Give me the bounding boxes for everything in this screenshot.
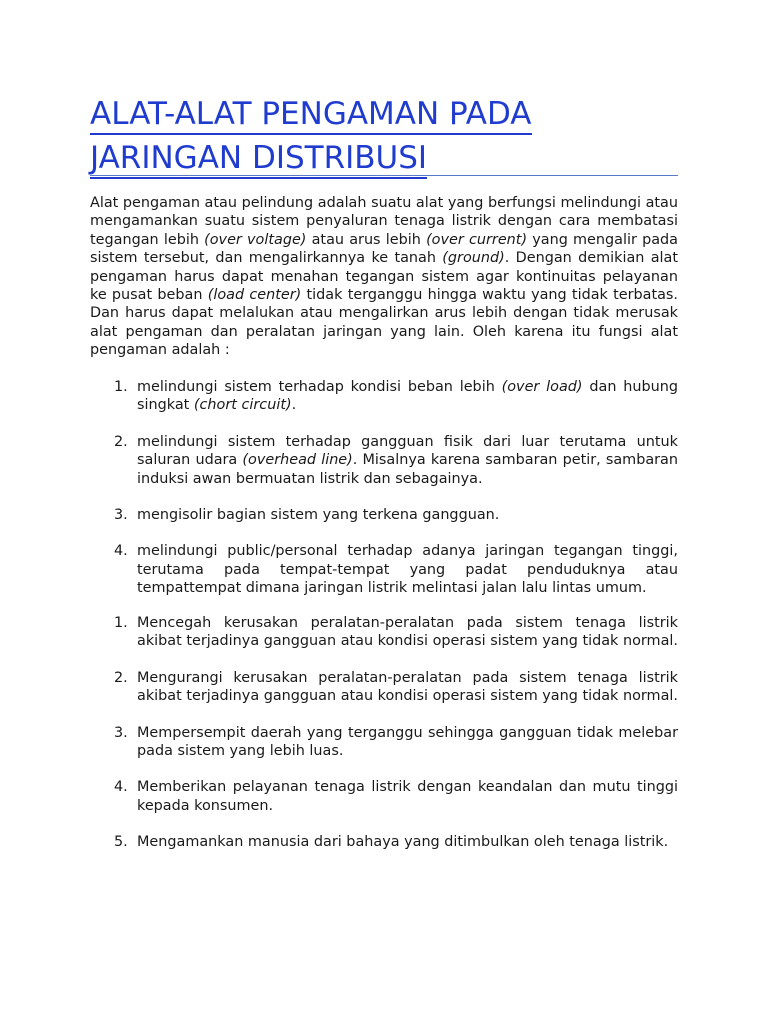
function-list [90, 378, 678, 598]
intro-text: tidak terganggu hingga waktu yang tidak terbatas. Dan harus dapat melalukan atau mengalirkan arus lebih dengan tidak merusak alat pengaman dan peralatan jaringan yang lain. Oleh karena itu fungsi alat pengaman adalah : [90, 287, 679, 359]
list-number: 5. [114, 834, 128, 851]
title-line-1: ALAT-ALAT PENGAMAN PADA [90, 95, 532, 135]
list-item [90, 669, 678, 706]
list-term: (overhead line) [242, 452, 353, 469]
intro-term: (over current) [426, 231, 528, 248]
intro-term: (ground) [442, 250, 505, 267]
list-item [90, 542, 678, 597]
list-text: Mengamankan manusia dari bahaya yang ditimbulkan oleh tenaga listrik. [137, 834, 669, 851]
list-text: Mempersempit daerah yang terganggu sehingga gangguan tidak melebar pada sistem yang lebih luas. [137, 724, 678, 760]
list-text: melindungi sistem terhadap kondisi beban lebih [137, 379, 502, 395]
list-item [90, 378, 678, 415]
intro-text: Alat pengaman atau pelindung adalah suatu alat yang berfungsi melindungi atau mengamankan suatu sistem penyaluran tenaga listrik dengan cara membatasi tegangan lebih [90, 195, 678, 248]
list-text: . Misalnya karena sambaran petir, sambaran induksi awan bermuatan listrik dan sebagainya. [137, 452, 678, 487]
intro-text: atau arus lebih [306, 231, 427, 248]
intro-term: (load center) [207, 287, 302, 304]
intro-term: (over voltage) [204, 231, 307, 248]
list-number: 2. [114, 669, 128, 686]
intro-text: . Dengan demikian alat pengaman harus dapat menahan tegangan sistem agar kontinuitas pelayanan ke pusat beban [90, 250, 678, 304]
list-number: 4. [114, 779, 128, 796]
list-number: 4. [114, 543, 128, 560]
title-divider [90, 175, 678, 176]
list-item [90, 778, 678, 815]
list-item [90, 506, 678, 524]
document-title [90, 92, 690, 180]
list-item [90, 614, 678, 651]
intro-paragraph [90, 194, 678, 360]
list-term: (over load) [501, 379, 583, 395]
list-text: melindungi public/personal terhadap adanya jaringan tegangan tinggi, terutama pada tempat-tempat yang padat penduduknya atau tempattempat dimana jaringan listrik melintasi jalan lalu lintas umum. [137, 543, 678, 597]
list-item [90, 833, 678, 851]
title-line-2: JARINGAN DISTRIBUSI [90, 139, 427, 179]
list-item [90, 433, 678, 488]
list-text: . [291, 397, 297, 414]
list-number: 1. [114, 379, 128, 395]
list-text: mengisolir bagian sistem yang terkena gangguan. [137, 507, 500, 524]
list-term: (chort circuit) [193, 397, 292, 414]
list-number: 3. [114, 507, 128, 524]
intro-text: yang mengalir pada sistem tersebut, dan mengalirkannya ke tanah [90, 231, 678, 267]
list-item [90, 724, 678, 761]
purpose-list [90, 614, 678, 852]
list-number: 1. [114, 615, 128, 631]
list-text: Mencegah kerusakan peralatan-peralatan pada sistem tenaga listrik akibat terjadinya gangguan atau kondisi operasi sistem yang tidak normal. [137, 615, 678, 650]
list-text: melindungi sistem terhadap gangguan fisik dari luar terutama untuk saluran udara [137, 433, 678, 469]
list-text: dan hubung singkat [137, 379, 679, 414]
list-number: 3. [114, 724, 128, 741]
list-text: Mengurangi kerusakan peralatan-peralatan pada sistem tenaga listrik akibat terjadinya gangguan atau kondisi operasi sistem yang tidak normal. [137, 669, 678, 705]
list-number: 2. [114, 433, 128, 450]
list-text: Memberikan pelayanan tenaga listrik dengan keandalan dan mutu tinggi kepada konsumen. [137, 779, 678, 814]
